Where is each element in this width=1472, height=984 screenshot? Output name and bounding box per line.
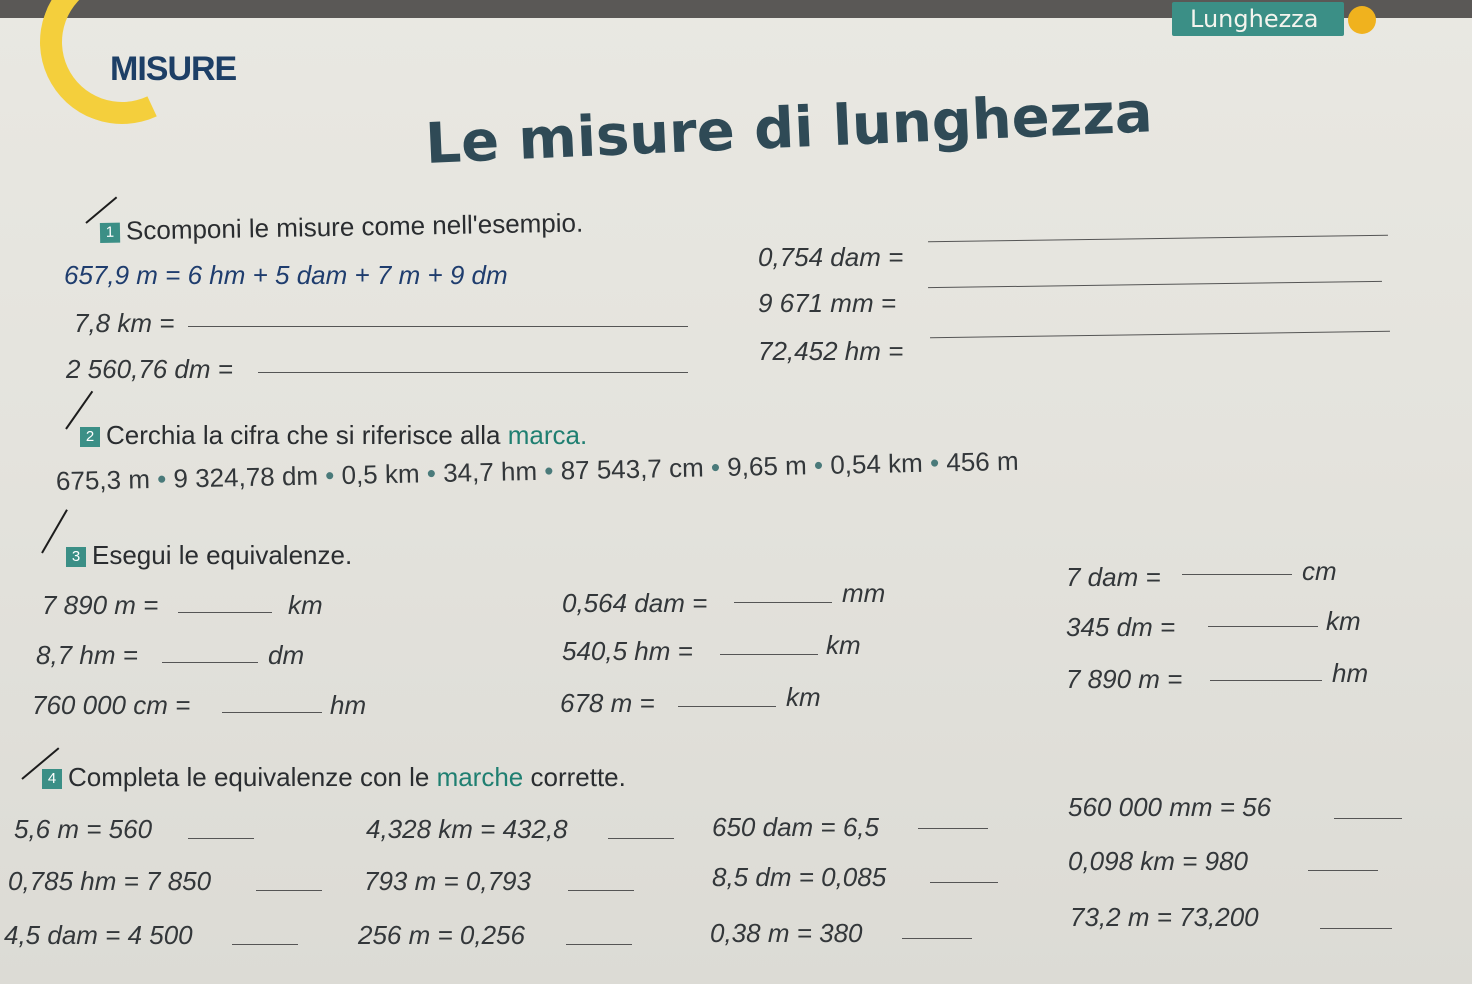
completion-expr: 0,38 m = 380 [710,918,863,948]
equivalence-expr: 345 dm = [1066,612,1176,642]
completion-expr: 0,785 hm = 7 850 [8,866,212,896]
answer-line [734,602,832,603]
equivalence-unit: km [786,682,821,712]
list-item: 456 m [946,445,1019,478]
answer-line [930,882,998,883]
completion-expr: 5,6 m = 560 [14,814,153,844]
exercise-1-right-2: 9 671 mm = [758,288,897,318]
exercise-2-number: 2 [80,427,100,447]
equivalence-expr: 678 m = [560,688,655,718]
answer-line [1182,574,1292,575]
equivalence-unit: dm [268,640,305,670]
answer-line [1308,870,1378,871]
equivalence-expr: 540,5 hm = [562,636,693,666]
answer-line [162,662,258,663]
equivalence-expr: 7 890 m = [42,590,159,620]
answer-line [222,712,322,713]
completion-expr: 73,2 m = 73,200 [1070,902,1259,932]
exercise-1-left-2: 2 560,76 dm = [66,354,233,384]
equivalence-unit: mm [842,578,886,608]
completion-expr: 560 000 mm = 56 [1068,792,1272,822]
list-item: 9 324,78 dm [173,460,319,494]
list-item: 34,7 hm [442,455,538,488]
completion-expr: 8,5 dm = 0,085 [712,862,887,892]
equivalence-unit: cm [1302,556,1337,586]
answer-line [232,944,298,945]
chapter-tab-dot [1348,6,1376,34]
equivalence-unit: hm [1332,658,1369,688]
exercise-3-number: 3 [66,547,86,567]
equivalence-unit: km [288,590,323,620]
page-title: Le misure di lunghezza [424,80,1154,177]
equivalence-expr: 760 000 cm = [32,690,191,720]
list-item: 0,5 km [341,458,420,491]
list-item: 0,54 km [829,447,924,480]
completion-expr: 256 m = 0,256 [358,920,525,950]
exercise-4-number: 4 [42,769,62,789]
exercise-1-right-3: 72,452 hm = [758,336,904,366]
answer-line [188,838,254,839]
chapter-tab-label: Lunghezza [1190,5,1319,33]
exercise-1-number: 1 [100,223,120,243]
exercise-2-instruction: 2 Cerchia la cifra che si riferisce alla marca. [80,420,587,451]
equivalence-expr: 7 dam = [1066,562,1161,592]
completion-expr: 4,5 dam = 4 500 [4,920,193,950]
list-item: 87 543,7 cm [560,452,705,486]
answer-line [1320,928,1392,929]
answer-line [918,828,988,829]
answer-line [720,654,818,655]
answer-line [258,372,688,373]
answer-line [930,331,1390,338]
equivalence-unit: km [826,630,861,660]
section-label: MISURE [110,50,237,88]
answer-line [188,326,688,327]
answer-line [568,890,634,891]
answer-line [1334,818,1402,819]
exercise-2-items: 675,3 m • 9 324,78 dm • 0,5 km • 34,7 hm • 87 543,7 cm • 9,65 m • 0,54 km • 456 m [55,445,1019,496]
equivalence-unit: km [1326,606,1361,636]
equivalence-unit: hm [330,690,367,720]
answer-line [566,944,632,945]
answer-line [178,612,272,613]
answer-line [608,838,674,839]
completion-expr: 4,328 km = 432,8 [366,814,568,844]
exercise-1-example: 657,9 m = 6 hm + 5 dam + 7 m + 9 dm [64,260,508,290]
answer-line [928,281,1382,288]
exercise-1-left-1: 7,8 km = [74,308,175,338]
answer-line [928,235,1388,242]
completion-expr: 793 m = 0,793 [364,866,531,896]
list-item: 675,3 m [55,464,151,496]
answer-line [1210,680,1322,681]
completion-expr: 0,098 km = 980 [1068,846,1248,876]
list-item: 9,65 m [726,450,808,482]
checkmark-icon [41,509,68,553]
exercise-1-instruction: 1 Scomponi le misure come nell'esempio. [100,208,584,247]
exercise-3-instruction: 3 Esegui le equivalenze. [66,540,352,571]
answer-line [1208,626,1318,627]
exercise-1-right-1: 0,754 dam = [758,242,904,272]
equivalence-expr: 7 890 m = [1066,664,1183,694]
equivalence-expr: 0,564 dam = [562,588,708,618]
equivalence-expr: 8,7 hm = [36,640,138,670]
completion-expr: 650 dam = 6,5 [712,812,879,842]
answer-line [678,706,776,707]
answer-line [902,938,972,939]
exercise-4-instruction: 4 Completa le equivalenze con le marche corrette. [42,762,626,793]
answer-line [256,890,322,891]
